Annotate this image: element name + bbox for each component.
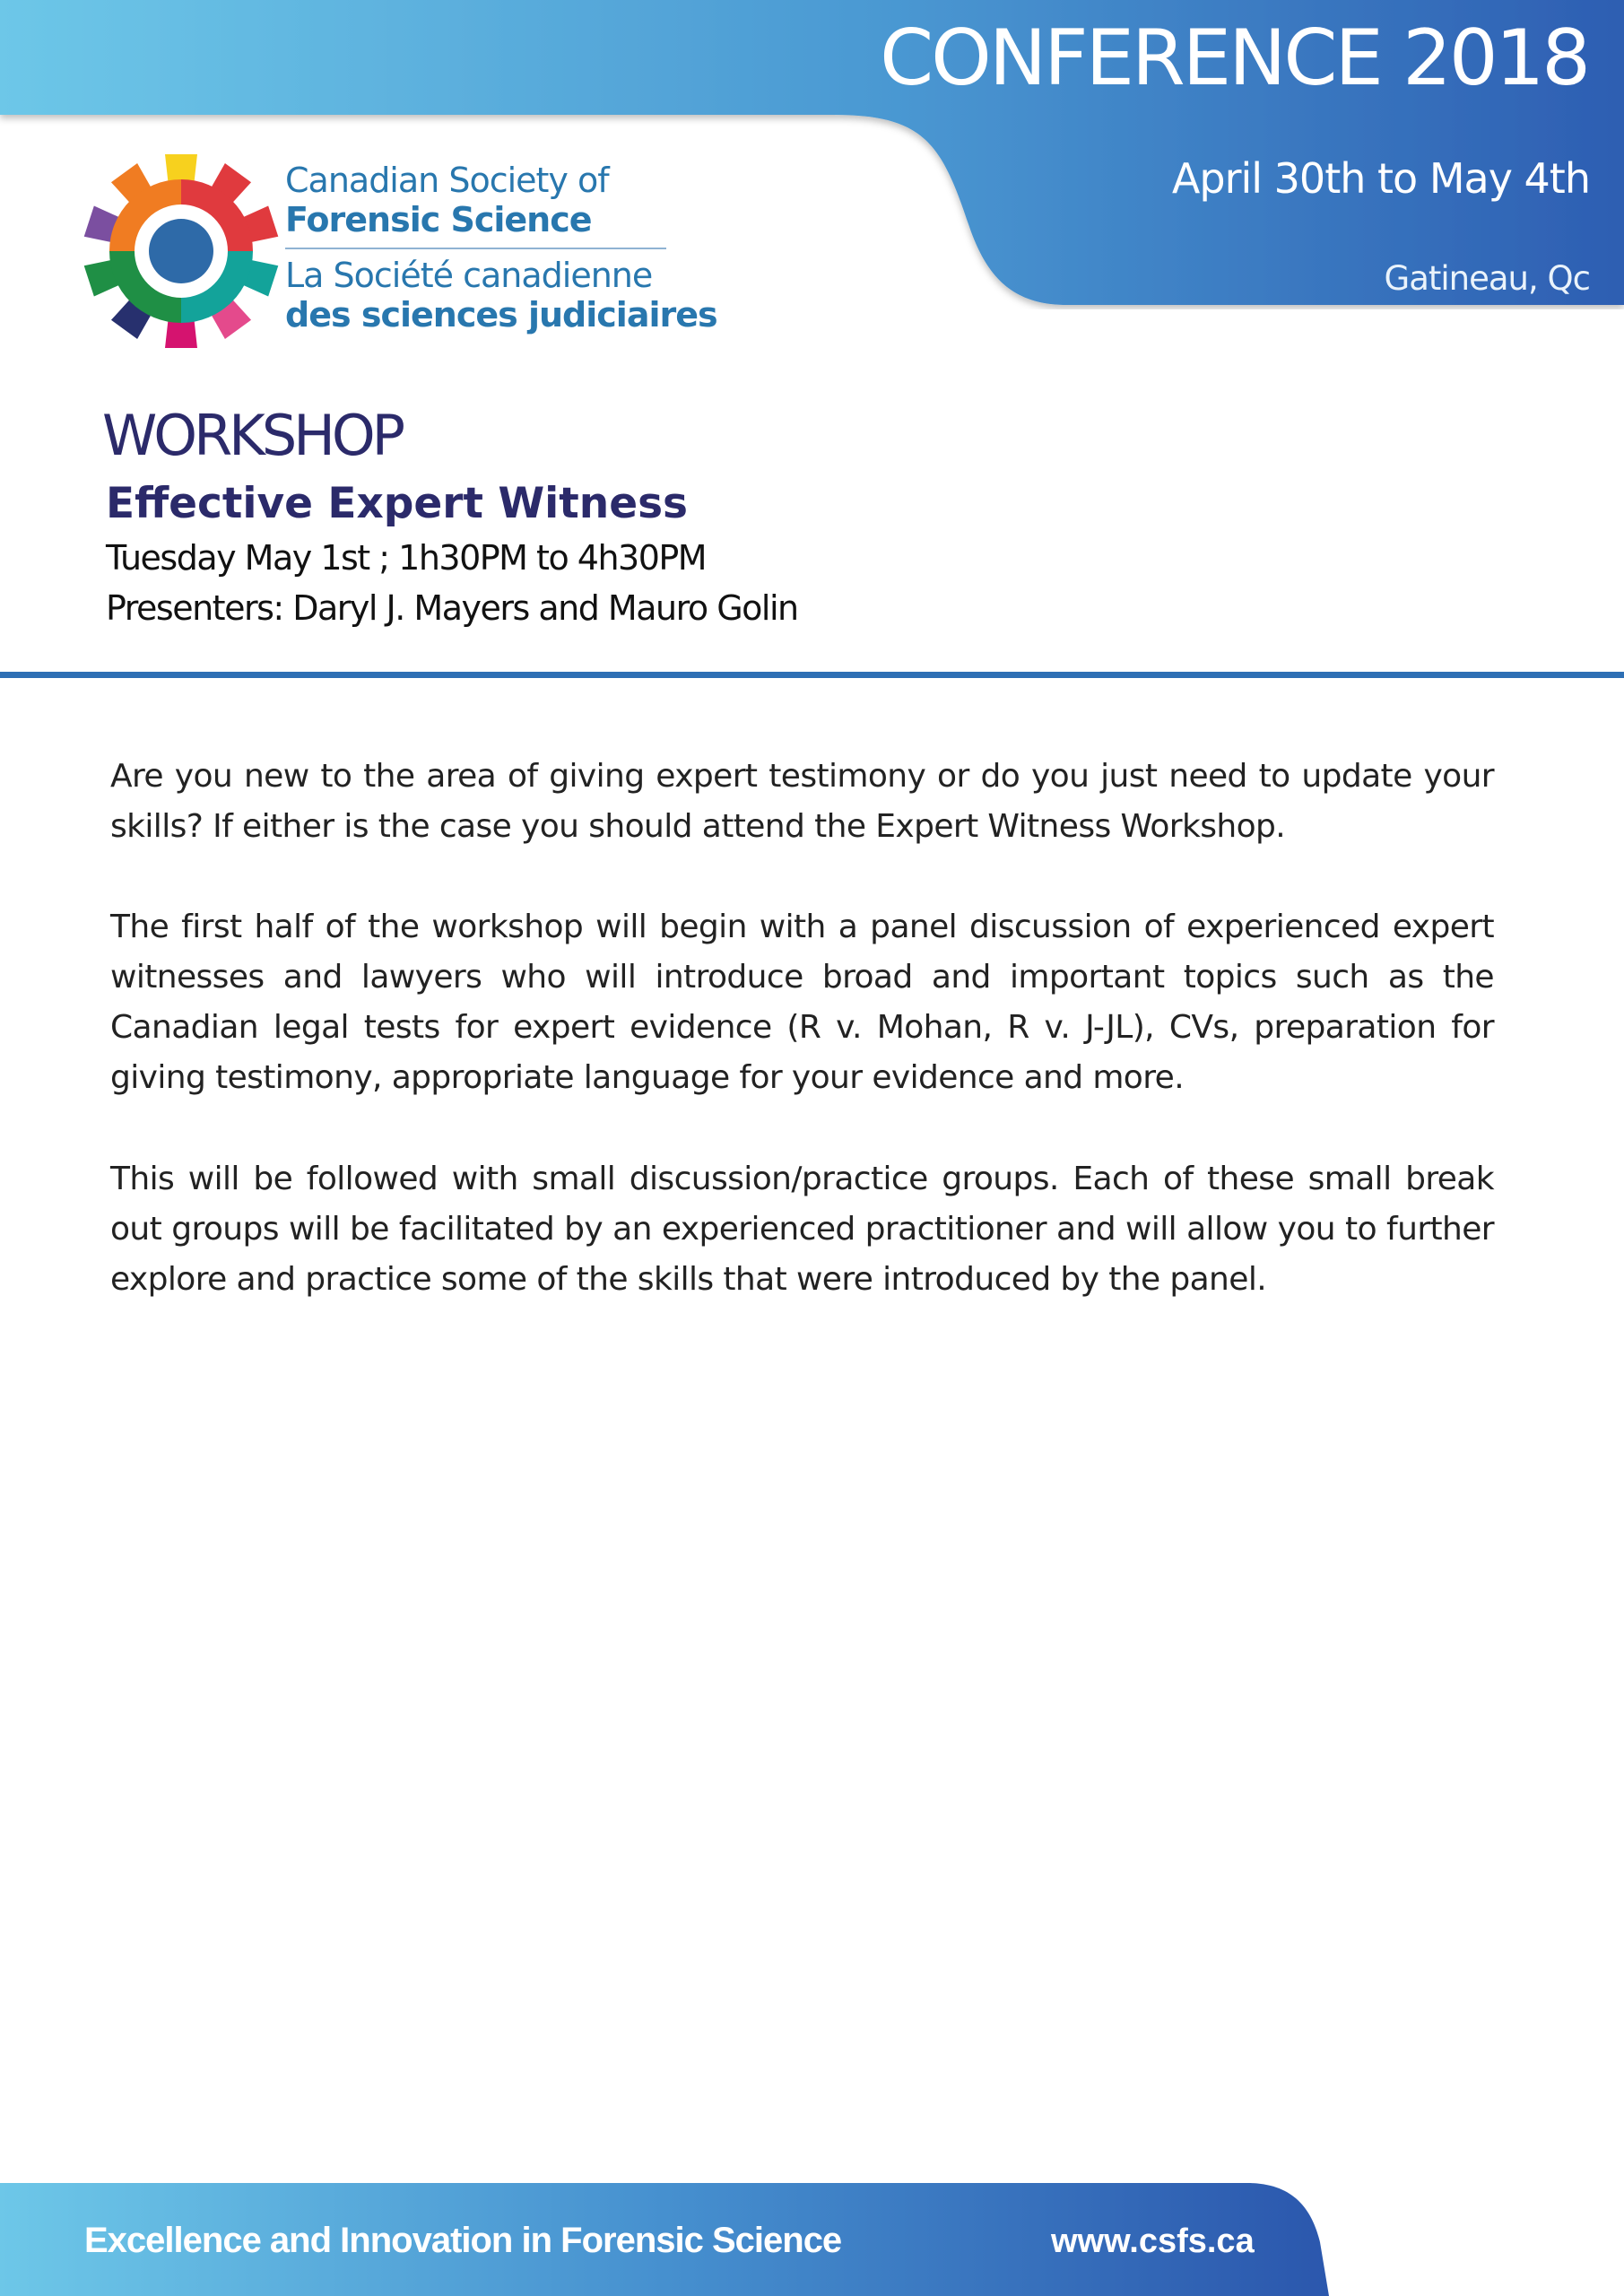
conference-dates: April 30th to May 4th <box>1171 154 1590 203</box>
workshop-schedule: Tuesday May 1st ; 1h30PM to 4h30PM <box>106 538 707 578</box>
footer-tagline: Excellence and Innovation in Forensic Science <box>84 2221 842 2260</box>
society-name-fr-line2: des sciences judiciaires <box>285 295 717 335</box>
gear-ring-logo-icon <box>83 144 307 359</box>
society-name <box>285 161 717 335</box>
conference-location: Gatineau, Qc <box>1384 259 1590 298</box>
section-divider <box>0 672 1624 678</box>
society-name-en-line1: Canadian Society of <box>285 161 609 200</box>
logo-divider <box>285 248 666 249</box>
society-name-en-line2: Forensic Science <box>285 200 592 239</box>
body-paragraph-2: The first half of the workshop will begin with a panel discussion of experienced expert witnesses and lawyers who will introduce broad and important topics such as the Canadian legal tests for expert evidence (R v. Mohan, R v. J-JL), CVs, preparation for giving testimony, appropriate language for your evidence and more. <box>110 909 1494 1096</box>
workshop-title: Effective Expert Witness <box>106 479 689 528</box>
workshop-label: WORKSHOP <box>102 403 403 468</box>
body-paragraph-1: Are you new to the area of giving expert testimony or do you just need to update your skills? If either is the case you should attend the Expert Witness Workshop. <box>110 758 1494 845</box>
workshop-presenters: Presenters: Daryl J. Mayers and Mauro Golin <box>106 588 798 628</box>
conference-title: CONFERENCE 2018 <box>880 13 1588 103</box>
society-name-fr-line1: La Société canadienne <box>285 256 653 295</box>
footer-website-link[interactable]: www.csfs.ca <box>1051 2222 1255 2260</box>
body-paragraph-3: This will be followed with small discussion/practice groups. Each of these small break out groups will be facilitated by an experienced practitioner and will allow you to further explore and practice some of the skills that were introduced by the panel. <box>110 1161 1494 1298</box>
